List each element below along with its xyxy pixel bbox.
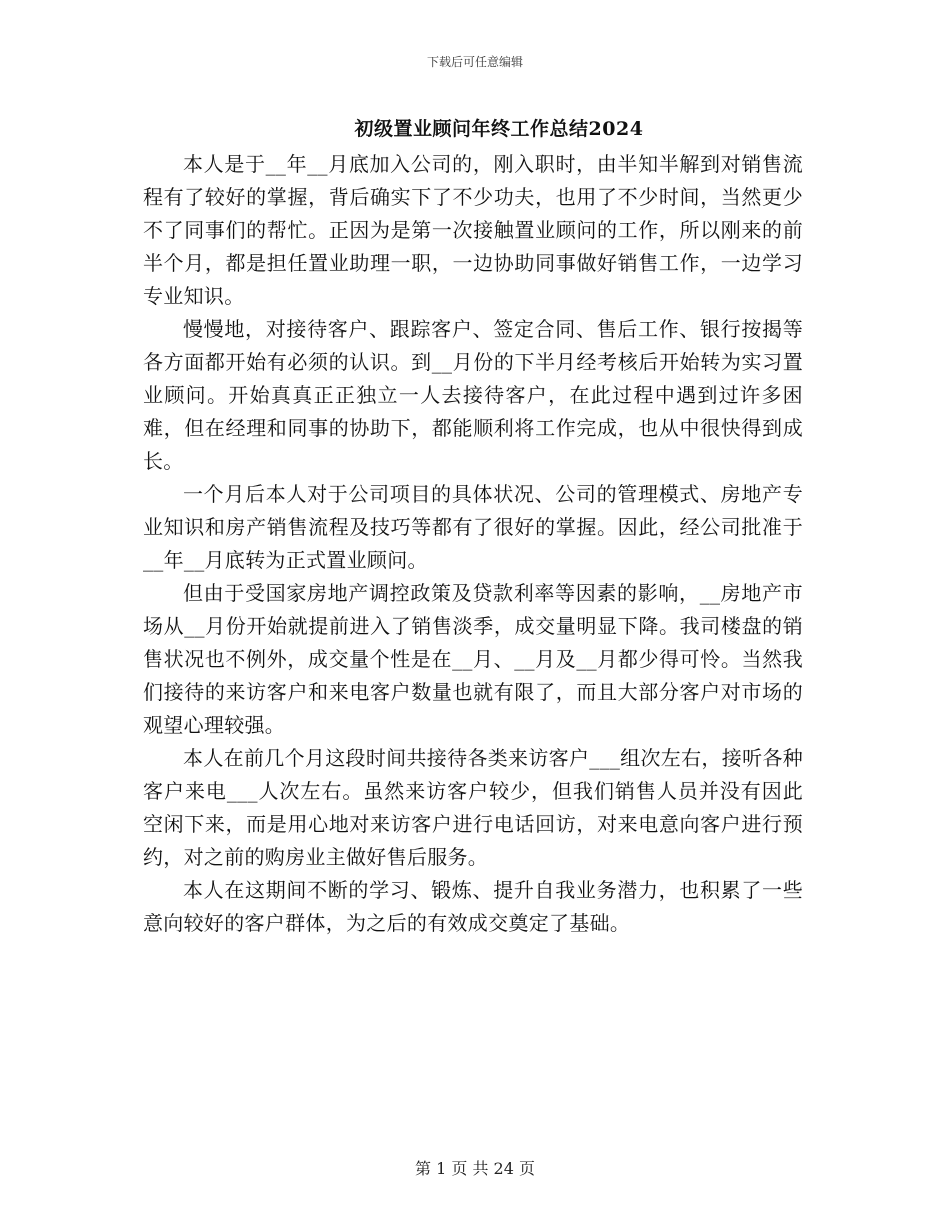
body-paragraph: 一个月后本人对于公司项目的具体状况、公司的管理模式、房地产专业知识和房产销售流程及技巧等都有了很好的掌握。因此，经公司批准于__年__月底转为正式置业顾问。 [143, 482, 803, 572]
body-paragraph: 慢慢地，对接待客户、跟踪客户、签定合同、售后工作、银行按揭等各方面都开始有必须的认识。到__月份的下半月经考核后开始转为实习置业顾问。开始真真正正独立一人去接待客户，在此过程中遇到过许多困难，但在经理和同事的协助下，都能顺利将工作完成，也从中很快得到成长。 [143, 317, 803, 473]
document-body [143, 148, 803, 940]
page-number: 第 1 页 共 24 页 [415, 1159, 535, 1178]
document-title: 初级置业顾问年终工作总结2024 [354, 118, 644, 140]
header-note: 下载后可任意编辑 [426, 55, 523, 69]
body-paragraph: 本人在前几个月这段时间共接待各类来访客户___组次左右，接听各种客户来电___人次左右。虽然来访客户较少，但我们销售人员并没有因此空闲下来，而是用心地对来访客户进行电话回访，对来电意向客户进行预约，对之前的购房业主做好售后服务。 [143, 746, 803, 869]
body-paragraph: 本人是于__年__月底加入公司的，刚入职时，由半知半解到对销售流程有了较好的掌握，背后确实下了不少功夫，也用了不少时间，当然更少不了同事们的帮忙。正因为是第一次接触置业顾问的工作，所以刚来的前半个月，都是担任置业助理一职，一边协助同事做好销售工作，一边学习专业知识。 [143, 152, 803, 308]
body-paragraph: 但由于受国家房地产调控政策及贷款利率等因素的影响，__房地产市场从__月份开始就提前进入了销售淡季，成交量明显下降。我司楼盘的销售状况也不例外，成交量个性是在__月、__月及__月都少得可怜。当然我们接待的来访客户和来电客户数量也就有限了，而且大部分客户对市场的观望心理较强。 [143, 581, 803, 737]
body-paragraph: 本人在这期间不断的学习、锻炼、提升自我业务潜力，也积累了一些意向较好的客户群体，为之后的有效成交奠定了基础。 [143, 878, 803, 935]
